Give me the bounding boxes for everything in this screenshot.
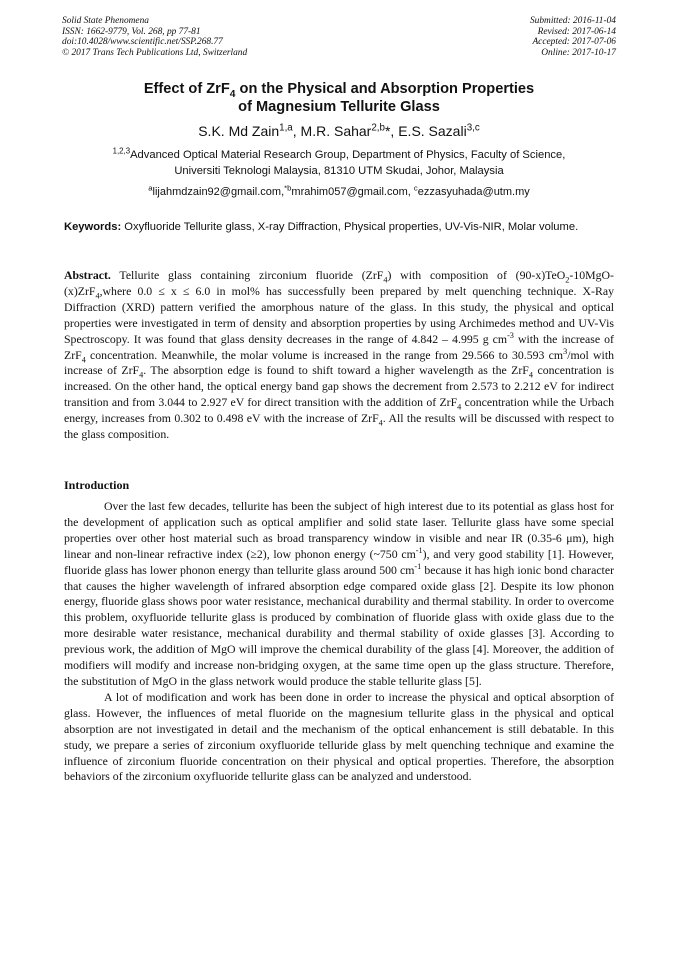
section-heading-introduction: Introduction [64, 478, 130, 492]
journal-doi: doi:10.4028/www.scientific.net/SSP.268.77 [62, 37, 223, 48]
journal-copyright: © 2017 Trans Tech Publications Ltd, Switzerland [62, 47, 248, 58]
keywords-label: Keywords: [64, 221, 122, 233]
journal-issn: ISSN: 1662-9779, Vol. 268, pp 77-81 [62, 26, 201, 37]
abstract: Abstract. Tellurite glass containing zirconium fluoride (ZrF$_4$) with composition of (90-x)TeO$_2$-10MgO-(x)ZrF$_4$,where 0.0 ≤ x ≤ 6.0 in mol% has successfully been prepared by melt quenching technique. X-Ray Diffraction (XRD) pattern verified the amorphous nature of the glass. In this study, the physical and optical properties were investigated in term of density and absorption properties by using Archimedes method and UV-Vis Spectroscopy. It was found that glass density decreases in the range of 4.842 – 4.995 g $cm^{-3}$ with the increase of ZrF$_4$ concentration. Meanwhile, the molar volume is increased in the range from 29.566 to 30.593 $cm^3$/mol with increase of ZrF$_4$. The absorption edge is found to shift toward a higher wavelength as the ZrF$_4$ concentration is increased. On the other hand, the optical energy band gap shows the decrement from 2.573 to 2.212 eV for indirect transition and from 3.044 to 2.927 eV for direct transition with the addition of ZrF$_4$ concentration while the Urbach energy, increases from 0.302 to 0.498 eV with the increase of ZrF$_4$. All the results will be discussed with respect to the glass composition. [64, 268, 615, 442]
journal-name: Solid State Phenomena [62, 16, 149, 26]
author-list: S.K. Md Zain$^{1,a}$, M.R. Sahar$^{2,b}$*, E.S. Sazali$^{3,c}$ [198, 122, 480, 139]
title-line-2: of Magnesium Tellurite Glass [238, 98, 440, 115]
title-line-1: Effect of ZrF$_4$ on the Physical and Absorption Properties [143, 81, 535, 100]
date-online: Online: 2017-10-17 [541, 47, 616, 58]
email-b[interactable]: mrahim057@gmail.com, [291, 186, 411, 198]
journal-header-right [530, 16, 616, 58]
journal-header-left [62, 16, 247, 58]
date-accepted: Accepted: 2017-07-06 [532, 37, 616, 48]
author-emails: $^a$lijahmdzain92@gmail.com,$^{*b}$mrahim057@gmail.com, $^c$ezzasyuhada@utm.my [148, 183, 530, 198]
keywords [64, 220, 614, 234]
keywords-text: Oxyfluoride Tellurite glass, X-ray Diffraction, Physical properties, UV-Vis-NIR, Molar volume. [121, 221, 579, 233]
intro-paragraph-1: Over the last few decades, tellurite has been the subject of high interest due to its potential as glass host for the development of application such as optical amplifier and solid state laser. Tellurite glass have some special properties over other host material such as broad transparency window in visible and near IR (0.35-6 μm), high linear and non-linear refractive index (≥2), low phonon energy (~750 $cm^{-1}$), and very good stability [1]. However, fluoride glass has lower phonon energy than tellurite glass around 500 $cm^{-1}$ because it has high ionic bond character that causes the higher wavelength of infrared absorption edge compared oxide glass [2]. Despite its low phonon energy, fluoride glass shows poor water resistance, mechanical durability and thermal stability. In order to overcome this problem, oxyfluoride tellurite glass is produced by combination of fluoride glass with oxide glass due to the more desirable water resistance, mechanical durability and thermal stability of oxide glasses [3]. According to previous work, the addition of MgO will improve the chemical durability of the glass [4]. Moreover, the addition of modifiers will modify and increase non-bridging oxygen, at the same time open up the glass structure. Therefore, the substitution of MgO in the glass network would produce the stable tellurite glass [5]. [64, 499, 614, 688]
email-c[interactable]: ezzasyuhada@utm.my [417, 186, 530, 198]
paper-title [40, 81, 638, 116]
date-submitted: Submitted: 2016-11-04 [529, 16, 616, 26]
email-a[interactable]: lijahmdzain92@gmail.com, [152, 186, 285, 198]
intro-paragraph-2: A lot of modification and work has been done in order to increase the physical and optical absorption of glass. However, the influences of metal fluoride on the magnesium tellurite glass in the physical and optical absorption are not investigated in detail and the mechanism of the optical enhancement is still debatable. In this study, we prepare a series of zirconium oxyfluoride telluride glass by melt quenching technique and examine the influence of zirconium fluoride concentration on their physical and optical properties. Therefore, the absorption behaviors of the zirconium oxyfluoride tellurite glass can be analyzed and understood. [64, 689, 614, 784]
date-revised: Revised: 2017-06-14 [537, 26, 616, 37]
affiliation: $^{1,2,3}$Advanced Optical Material Research Group, Department of Physics, Faculty of Science, Universiti Teknologi Malaysia, 81310 UTM Skudai, Johor, Malaysia [112, 146, 566, 177]
abstract-label: Abstract. [64, 268, 111, 282]
introduction-body [64, 499, 614, 785]
